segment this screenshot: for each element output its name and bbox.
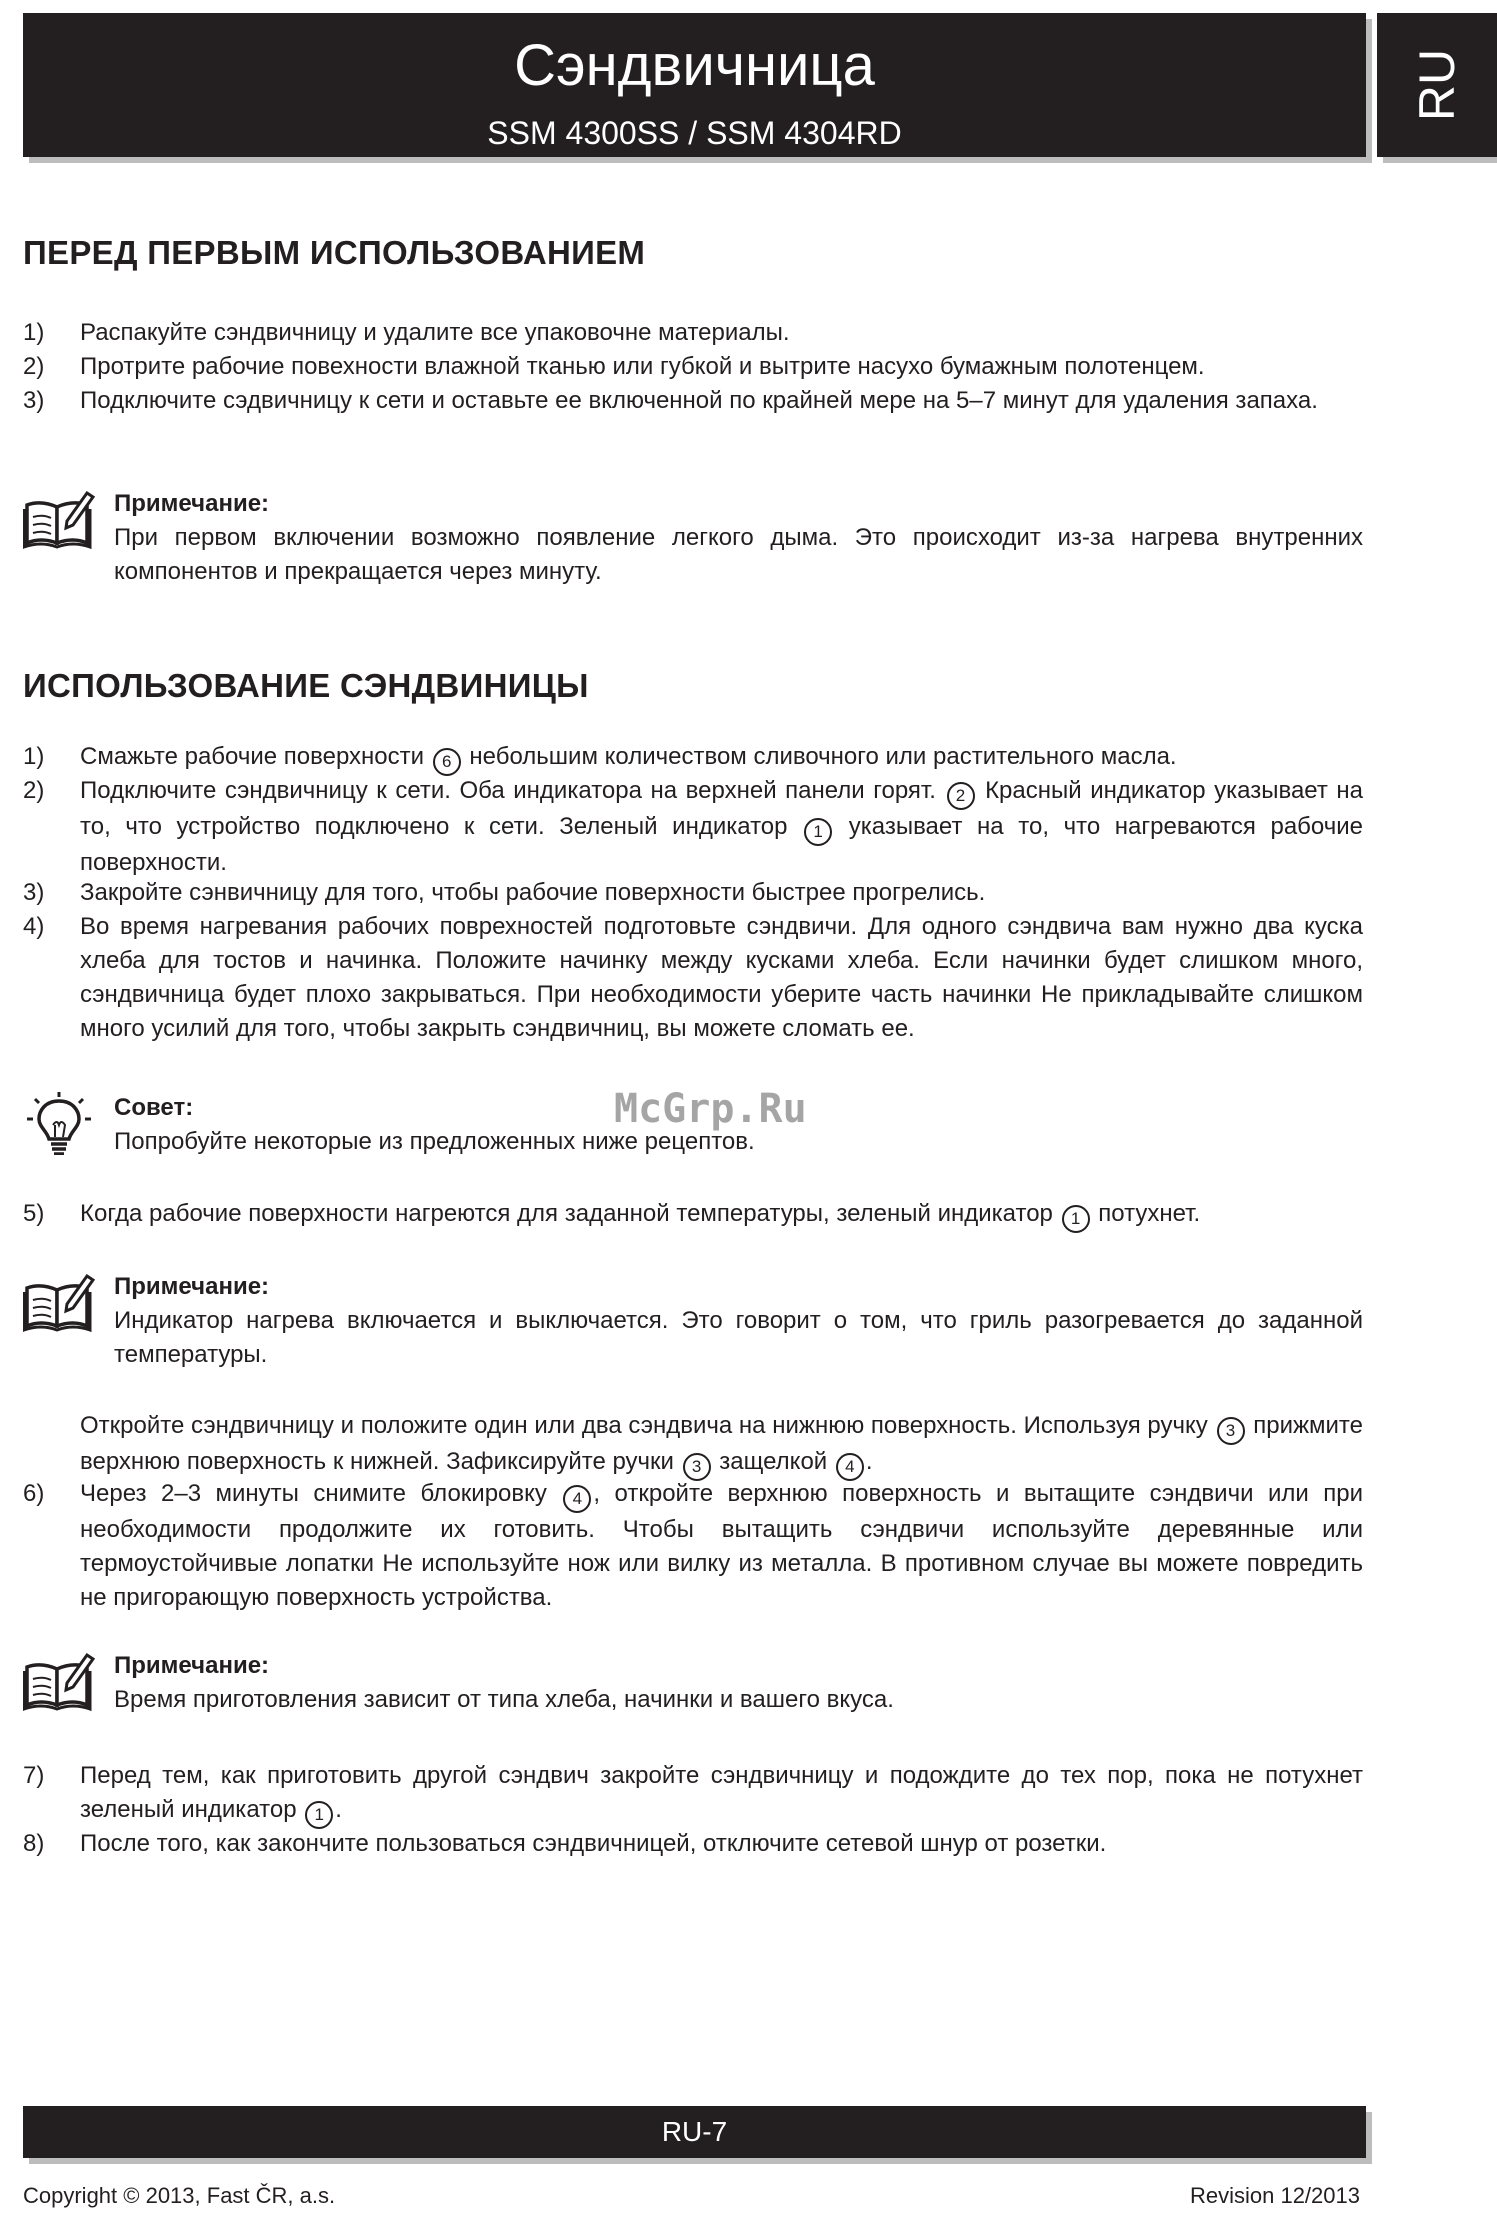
item-number: 2) — [23, 777, 45, 804]
item-text-part: Красный индикатор указывает на то, что устройство подключено к сети. Зеленый индикатор — [80, 777, 1363, 840]
item-text — [80, 1197, 1363, 1233]
note-text: Время приготовления зависит от типа хлеба, начинки и вашего вкуса. — [114, 1686, 894, 1713]
item-text-part: указывает на то, что нагреваются рабочие поверхности. — [80, 813, 1363, 876]
para-text-part: защелкой — [719, 1448, 828, 1475]
item-text-part: . — [335, 1796, 342, 1823]
list-item — [23, 876, 1363, 910]
ref-marker: 6 — [433, 748, 461, 776]
list-item — [23, 1197, 1363, 1233]
book-pencil-icon — [23, 1649, 95, 1713]
item-text — [80, 1759, 1363, 1829]
item-text-part: потухнет. — [1098, 1200, 1201, 1227]
book-pencil-icon — [23, 487, 95, 551]
ref-marker: 3 — [683, 1453, 711, 1481]
item-text: Во время нагревания рабочих поврехностей подготовьте сэндвичи. Для одного сэндвича вам нужно два куска хлеба для тостов и начинка. Положите начинку между кусками хлеба. Если начинки будет слишком много, сэндвичница будет плохо закрываться. При необходимости уберите часть начинки Не прикладывайте слишком много усилий для того, чтобы закрыть сэндвичниц, вы можете сломать ее. — [80, 913, 1363, 1042]
section-heading-before-first-use: ПЕРЕД ПЕРВЫМ ИСПОЛЬЗОВАНИЕМ — [23, 234, 646, 271]
item-text — [80, 774, 1363, 880]
ref-marker: 1 — [1062, 1205, 1090, 1233]
ref-marker: 2 — [947, 782, 975, 810]
note-label: Примечание: — [114, 1652, 270, 1679]
note-label: Примечание: — [114, 1273, 270, 1300]
copyright: Copyright © 2013, Fast ČR, a.s. — [23, 2183, 336, 2208]
note-text: Индикатор нагрева включается и выключается. Это говорит о том, что гриль разогревается до заданной температуры. — [114, 1307, 1363, 1368]
tip-text: Попробуйте некоторые из предложенных ниже рецептов. — [114, 1128, 755, 1155]
item-number: 7) — [23, 1762, 45, 1789]
item-number: 3) — [23, 879, 45, 906]
ref-marker: 3 — [1217, 1417, 1245, 1445]
item-text: Распакуйте сэндвичницу и удалите все упаковочне материалы. — [80, 319, 790, 346]
list-item — [23, 1827, 1363, 1861]
list-item — [23, 740, 1363, 776]
ref-marker: 1 — [305, 1801, 333, 1829]
revision: Revision 12/2013 — [1189, 2183, 1360, 2208]
item-text-part: Через 2–3 минуты снимите блокировку — [80, 1480, 547, 1507]
item-number: 3) — [23, 387, 45, 414]
item-text — [80, 740, 1363, 776]
item-number: 1) — [23, 743, 45, 770]
list-item — [23, 1759, 1363, 1829]
item-text: Закройте сэнвичницу для того, чтобы рабочие поверхности быстрее прогрелись. — [80, 879, 986, 906]
item-number: 6) — [23, 1480, 45, 1507]
item-text-part: небольшим количеством сливочного или растительного масла. — [469, 743, 1177, 770]
tip-label: Совет: — [114, 1094, 194, 1121]
list-item — [23, 316, 1363, 350]
item-text-part: Когда рабочие поверхности нагреются для заданной температуры, зеленый индикатор — [80, 1200, 1053, 1227]
item-number: 5) — [23, 1200, 45, 1227]
footer-bar — [23, 2106, 1366, 2158]
item-text — [80, 1477, 1363, 1615]
item-number: 8) — [23, 1830, 45, 1857]
item-text-part: , откройте верхнюю поверхность и вытащите сэндвичи или при необходимости продолжите их готовить. Чтобы вытащить сэндвичи используйте деревянные или термоустойчивые лопатки Не используйте нож или вилку из металла. В противном случае вы можете повредить не пригорающую поверхность устройства. — [80, 1480, 1363, 1611]
para-text-part: . — [865, 1448, 873, 1475]
list-item — [23, 910, 1363, 1046]
list-item — [23, 350, 1363, 384]
book-pencil-icon — [23, 1270, 95, 1334]
item-text: Протрите рабочие повехности влажной тканью или губкой и вытрите насухо бумажным полотенцем. — [80, 353, 1205, 380]
item-number: 1) — [23, 319, 45, 346]
language-tab — [1377, 13, 1497, 157]
item-text: Подключите сэдвичницу к сети и оставьте ее включенной по крайней мере на 5–7 минут для удаления запаха. — [80, 387, 1318, 414]
list-item — [23, 384, 1363, 418]
item-number: 4) — [23, 913, 45, 940]
item-text-part: Смажьте рабочие поверхности — [80, 743, 425, 770]
header-bar — [23, 13, 1366, 157]
page-title: Сэндвичница — [514, 33, 875, 98]
section-heading-usage: ИСПОЛЬЗОВАНИЕ СЭНДВИНИЦЫ — [23, 667, 589, 704]
lightbulb-icon — [23, 1091, 95, 1155]
watermark: McGrp.Ru — [614, 1086, 807, 1132]
item-text-part: Перед тем, как приготовить другой сэндвич закройте сэндвичницу и подождите до тех пор, пока не потухнет зеленый индикатор — [80, 1762, 1363, 1823]
note-text: При первом включении возможно появление легкого дыма. Это происходит из-за нагрева внутренних компонентов и прекращается через минуту. — [114, 524, 1363, 585]
model-subtitle: SSM 4300SS / SSM 4304RD — [487, 115, 902, 151]
page-number: RU-7 — [661, 2116, 728, 2147]
item-text: После того, как закончите пользоваться сэндвичницей, отключите сетевой шнур от розетки. — [80, 1830, 1107, 1857]
note-label: Примечание: — [114, 490, 270, 517]
ref-marker: 4 — [836, 1453, 864, 1481]
item-text-part: Подключите сэндвичницу к сети. Оба индикатора на верхней панели горят. — [80, 777, 936, 804]
language-label: RU — [1409, 48, 1465, 122]
list-item — [23, 1477, 1363, 1615]
para-text-part: Откройте сэндвичницу и положите один или два сэндвича на нижнюю поверхность. Используя ручку — [80, 1412, 1208, 1439]
paragraph — [80, 1409, 1363, 1481]
ref-marker: 1 — [804, 818, 832, 846]
list-item — [23, 774, 1363, 880]
para-text-part: прижмите верхнюю поверхность к нижней. Зафиксируйте ручки — [80, 1412, 1363, 1475]
item-number: 2) — [23, 353, 45, 380]
ref-marker: 4 — [563, 1485, 591, 1513]
